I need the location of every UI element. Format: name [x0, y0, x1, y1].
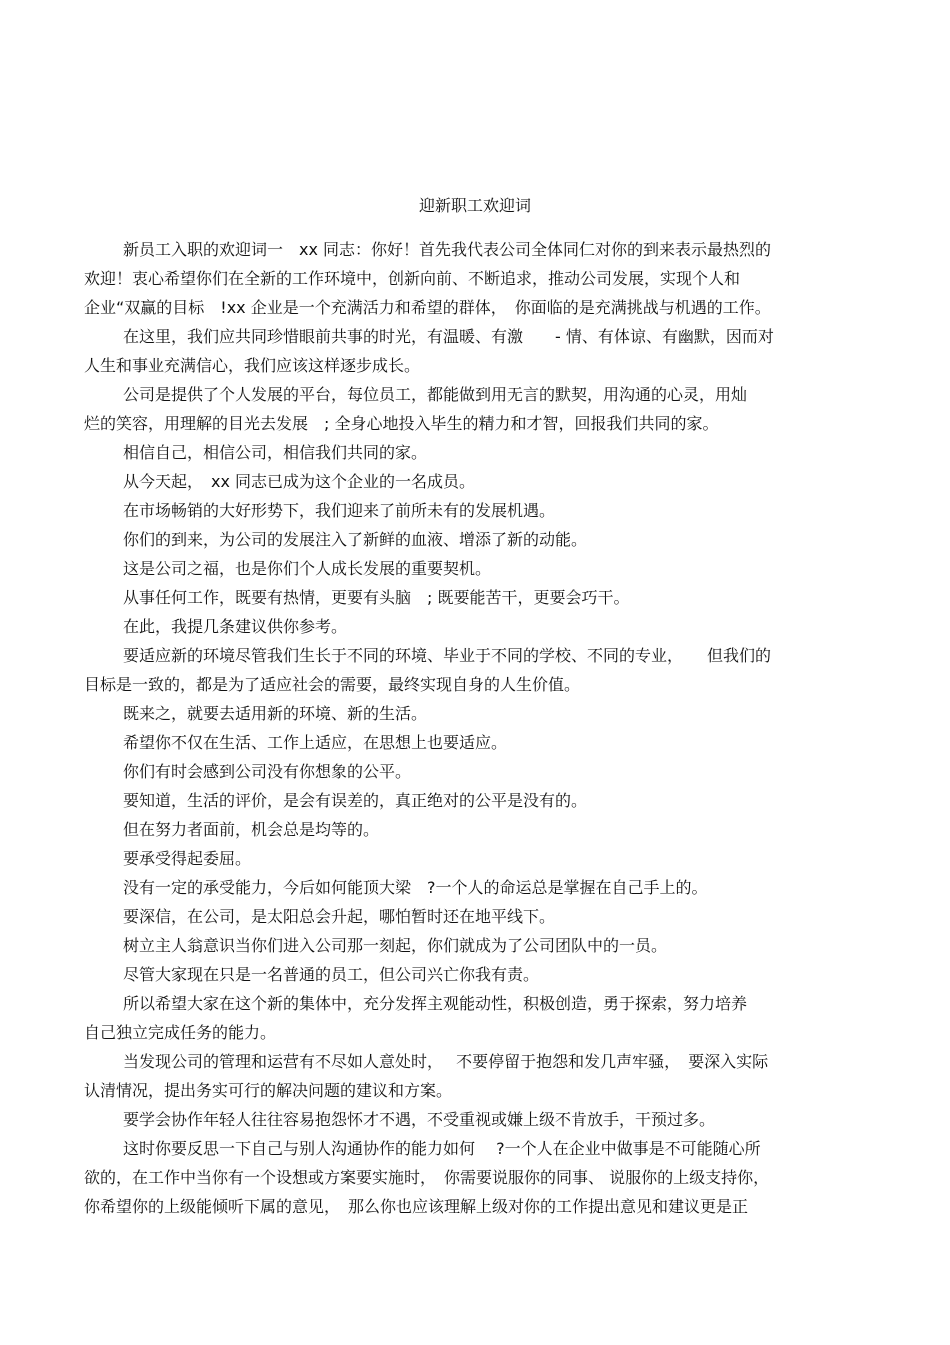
- text-line: 自己独立完成任务的能力。: [84, 1023, 277, 1042]
- text-line: 你们的到来，为公司的发展注入了新鲜的血液、增添了新的动能。: [123, 530, 588, 549]
- text-line: 当发现公司的管理和运营有不尽如人意处时， 不要停留于抱怨和发几声牢骚， 要深入实际: [123, 1052, 769, 1071]
- text-line: 要适应新的环境尽管我们生长于不同的环境、毕业于不同的学校、不同的专业， 但我们的: [123, 646, 772, 665]
- text-line: 在这里，我们应共同珍惜眼前共事的时光，有温暖、有激 - 情、有体谅、有幽默，因而对: [123, 327, 774, 346]
- text-line: 欢迎！衷心希望你们在全新的工作环境中，创新向前、不断追求，推动公司发展，实现个人和: [84, 269, 741, 288]
- document-title: 迎新职工欢迎词: [418, 196, 531, 215]
- text-line: 但在努力者面前，机会总是均等的。: [123, 820, 380, 839]
- text-line: 人生和事业充满信心，我们应该这样逐步成长。: [84, 356, 421, 375]
- text-line: 企业“双赢的目标 !xx 企业是一个充满活力和希望的群体， 你面临的是充满挑战与机遇的工作。: [84, 298, 771, 317]
- text-line: 要知道，生活的评价，是会有误差的，真正绝对的公平是没有的。: [123, 791, 588, 810]
- text-line: 你希望你的上级能倾听下属的意见， 那么你也应该理解上级对你的工作提出意见和建议更是正: [84, 1197, 749, 1216]
- text-line: 目标是一致的，都是为了适应社会的需要，最终实现自身的人生价值。: [84, 675, 581, 694]
- text-line: 在此，我提几条建议供你参考。: [123, 617, 348, 636]
- text-line: 公司是提供了个人发展的平台，每位员工，都能做到用无言的默契，用沟通的心灵，用灿: [123, 385, 748, 404]
- text-line: 树立主人翁意识当你们进入公司那一刻起，你们就成为了公司团队中的一员。: [123, 936, 668, 955]
- text-line: 要学会协作年轻人往往容易抱怨怀才不遇，不受重视或嫌上级不肯放手，干预过多。: [123, 1110, 716, 1129]
- text-line: 烂的笑容，用理解的目光去发展 ; 全身心地投入毕生的精力和才智，回报我们共同的家。: [84, 414, 719, 433]
- text-line: 所以希望大家在这个新的集体中，充分发挥主观能动性，积极创造，勇于探索，努力培养: [123, 994, 748, 1013]
- text-line: 没有一定的承受能力，今后如何能顶大梁 ?一个人的命运总是掌握在自己手上的。: [123, 878, 708, 897]
- text-line: 你们有时会感到公司没有你想象的公平。: [123, 762, 412, 781]
- text-line: 新员工入职的欢迎词一 xx 同志：你好！首先我代表公司全体同仁对你的到来表示最热烈的: [123, 240, 772, 259]
- text-line: 欲的，在工作中当你有一个设想或方案要实施时， 你需要说服你的同事、 说服你的上级支持你，: [84, 1168, 770, 1187]
- text-line: 要深信，在公司，是太阳总会升起，哪怕暂时还在地平线下。: [123, 907, 556, 926]
- text-line: 在市场畅销的大好形势下，我们迎来了前所未有的发展机遇。: [123, 501, 556, 520]
- text-line: 希望你不仅在生活、工作上适应，在思想上也要适应。: [123, 733, 508, 752]
- text-line: 从今天起， xx 同志已成为这个企业的一名成员。: [123, 472, 476, 491]
- text-line: 这时你要反思一下自己与别人沟通协作的能力如何 ?一个人在企业中做事是不可能随心所: [123, 1139, 761, 1158]
- text-line: 从事任何工作，既要有热情，更要有头脑 ; 既要能苦干，更要会巧干。: [123, 588, 630, 607]
- text-line: 既来之，就要去适用新的环境、新的生活。: [123, 704, 428, 723]
- text-line: 这是公司之福，也是你们个人成长发展的重要契机。: [123, 559, 492, 578]
- text-line: 相信自己，相信公司，相信我们共同的家。: [123, 443, 428, 462]
- text-line: 要承受得起委屈。: [123, 849, 252, 868]
- text-line: 尽管大家现在只是一名普通的员工，但公司兴亡你我有责。: [123, 965, 540, 984]
- text-line: 认清情况，提出务实可行的解决问题的建议和方案。: [84, 1081, 453, 1100]
